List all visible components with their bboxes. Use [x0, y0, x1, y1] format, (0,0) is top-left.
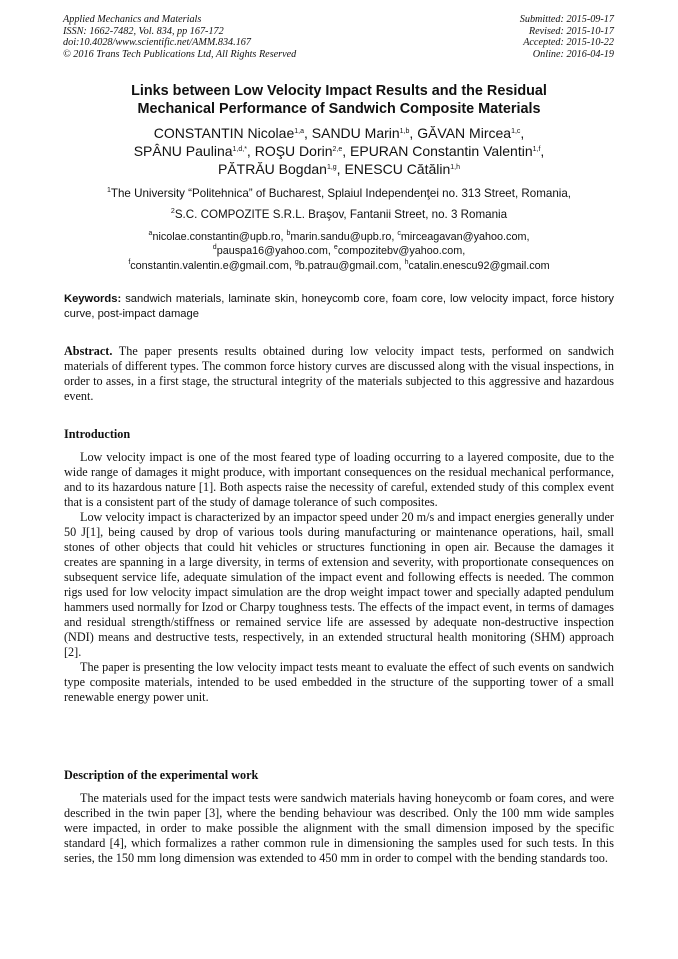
email-sup: a: [148, 230, 153, 237]
copyright: © 2016 Trans Tech Publications Ltd, All Rights Reserved: [63, 48, 297, 60]
author-name: GĂVAN Mircea: [417, 125, 512, 141]
doi: doi:10.4028/www.scientific.net/AMM.834.167: [63, 37, 251, 49]
author-sup: 1,b: [399, 128, 410, 135]
email-sup: g: [294, 258, 299, 266]
email[interactable]: constantin.valentin.e@gmail.com,: [130, 259, 295, 272]
email-sup: c: [397, 230, 401, 237]
author-name: ENESCU Cătălin: [344, 161, 451, 177]
introduction-body: [64, 450, 614, 705]
author-sup: 1,a: [294, 128, 304, 135]
accepted-date: Accepted: 2015-10-22: [523, 37, 614, 49]
abstract-label: Abstract.: [64, 344, 113, 358]
email-line: [40, 244, 638, 258]
journal-name: Applied Mechanics and Materials: [63, 14, 202, 25]
email-sup: d: [212, 244, 217, 252]
title-line: Mechanical Performance of Sandwich Composite Materials: [137, 101, 541, 117]
author-sup: 1,c: [511, 128, 521, 135]
author-sup: 1,h: [450, 164, 461, 171]
author-name: EPURAN Constantin Valentin: [350, 143, 533, 159]
author-sup: 1,g: [326, 164, 337, 171]
journal-info: [63, 14, 296, 60]
revised-date: Revised: 2015-10-17: [528, 25, 614, 37]
abstract-text: The paper presents results obtained during low velocity impact tests, performed on sandwich materials of different types. The common force history curves are discussed along with the visual inspections, in order to asses, in a first stage, the structural integrity of the materials subjected to this aggressive and hazardous event.: [64, 344, 614, 403]
separator: ,: [342, 143, 351, 159]
separator: ,: [336, 161, 345, 177]
email-sup: f: [128, 258, 131, 266]
section-heading-experimental: Description of the experimental work: [64, 768, 259, 782]
author-line: [40, 124, 638, 142]
paragraph: Low velocity impact is one of the most feared type of loading occurring to a layered composite, due to the wide range of damages it might produce, with important consequences on the residual mechanical performance, and to its hazardous nature [1]. Both aspects raise the necessity of careful, extended study of this complex event that is a consistent part of the study of damage tolerance of such composites.: [64, 450, 614, 509]
separator: ,: [246, 143, 255, 159]
author-name: CONSTANTIN Nicolae: [153, 125, 295, 141]
abstract: [64, 344, 614, 404]
email-sup: b: [286, 230, 291, 237]
keywords-label: Keywords:: [64, 293, 122, 305]
issn: ISSN: 1662-7482, Vol. 834, pp 167-172: [63, 25, 224, 37]
separator: ,: [303, 125, 312, 141]
author-sup: 1,d,*: [232, 146, 247, 153]
author-name: SPÂNU Paulina: [133, 143, 233, 159]
affiliation: [40, 187, 638, 201]
affiliation-text: S.C. COMPOZITE S.R.L. Braşov, Fantanii Street, no. 3 Romania: [174, 208, 508, 221]
author-line: [40, 160, 638, 178]
email-list: [40, 230, 638, 273]
author-name: SANDU Marin: [311, 125, 400, 141]
author-name: ROŞU Dorin: [254, 143, 333, 159]
affiliation-text: The University “Politehnica” of Bucharest, Splaiul Independenţei no. 313 Street, Romania,: [110, 187, 572, 200]
email[interactable]: compozitebv@yahoo.com,: [337, 245, 466, 258]
submitted-date: Submitted: 2015-09-17: [519, 14, 614, 25]
author-sup: 2,e: [332, 146, 343, 153]
affiliation-sup: 1: [106, 187, 111, 194]
title-line: Links between Low Velocity Impact Results and the Residual: [131, 83, 547, 99]
keywords-text: sandwich materials, laminate skin, honeycomb core, foam core, low velocity impact, force history curve, post-impact damage: [64, 293, 614, 320]
email[interactable]: mirceagavan@yahoo.com,: [400, 231, 530, 243]
affiliation: [40, 208, 638, 222]
author-line: [40, 142, 638, 160]
dates-info: [520, 14, 614, 60]
section-heading-introduction: Introduction: [64, 427, 131, 441]
email[interactable]: pauspa16@yahoo.com,: [216, 245, 334, 258]
separator: ,: [540, 143, 545, 159]
email-line: [40, 259, 638, 273]
separator: ,: [409, 125, 418, 141]
online-date: Online: 2016-04-19: [532, 48, 614, 60]
email[interactable]: marin.sandu@upb.ro,: [290, 231, 398, 243]
paragraph: The paper is presenting the low velocity impact tests meant to evaluate the effect of such events on sandwich type composite materials, intended to be used embedded in the structure of the supporting tower of a small renewable energy power unit.: [64, 660, 614, 704]
email[interactable]: nicolae.constantin@upb.ro,: [152, 231, 287, 243]
separator: ,: [520, 125, 525, 141]
email-sup: e: [333, 244, 338, 252]
author-name: PĂTRĂU Bogdan: [217, 161, 327, 177]
email[interactable]: catalin.enescu92@gmail.com: [408, 259, 550, 272]
affiliation-sup: 2: [170, 208, 175, 215]
paper-title: [40, 82, 638, 118]
author-sup: 1,f: [532, 146, 541, 153]
paragraph: The materials used for the impact tests were sandwich materials having honeycomb or foam cores, and were described in the twin paper [3], where the bending behaviour was described. Only the 100 mm wide samples were impacted, in order to make possible the alignment with the small dimension imposed by the specific standard [4], which formalizes a rather common rule in dimensioning the samples used for such tests. In this series, the 150 mm long dimension was extended to 450 mm in order to compel with the bending standards too.: [64, 791, 614, 865]
email-sup: h: [404, 258, 409, 266]
email[interactable]: b.patrau@gmail.com,: [298, 259, 405, 272]
experimental-body: [64, 791, 614, 866]
paragraph: Low velocity impact is characterized by an impactor speed under 20 m/s and impact energies generally under 50 J[1], being caused by drop of various tools during manufacturing or maintenance operations, hail, small stones of other objects that could hit vehicles or structures functioning in open air. Because the damages it creates are spanning in a large diversity, in terms of extension and severity, with proportionate consequences on subsequent service life, adequate simulation of the impact event and following effects is needed. The common rigs used for low velocity impact simulation are the drop weight impact tower and specially adapted pendulum hammers used normally for Izod or Charpy toughness tests. The effects of the impact event, in terms of damages and residual strength/stiffness or remained service life are assessed by adequate non-destructive inspection (NDI) means and destructive tests, respectively, in an extended structural health monitoring (SHM) approach [2].: [64, 510, 614, 659]
email-line: [40, 230, 638, 244]
keywords: [64, 292, 614, 322]
author-list: [40, 124, 638, 178]
